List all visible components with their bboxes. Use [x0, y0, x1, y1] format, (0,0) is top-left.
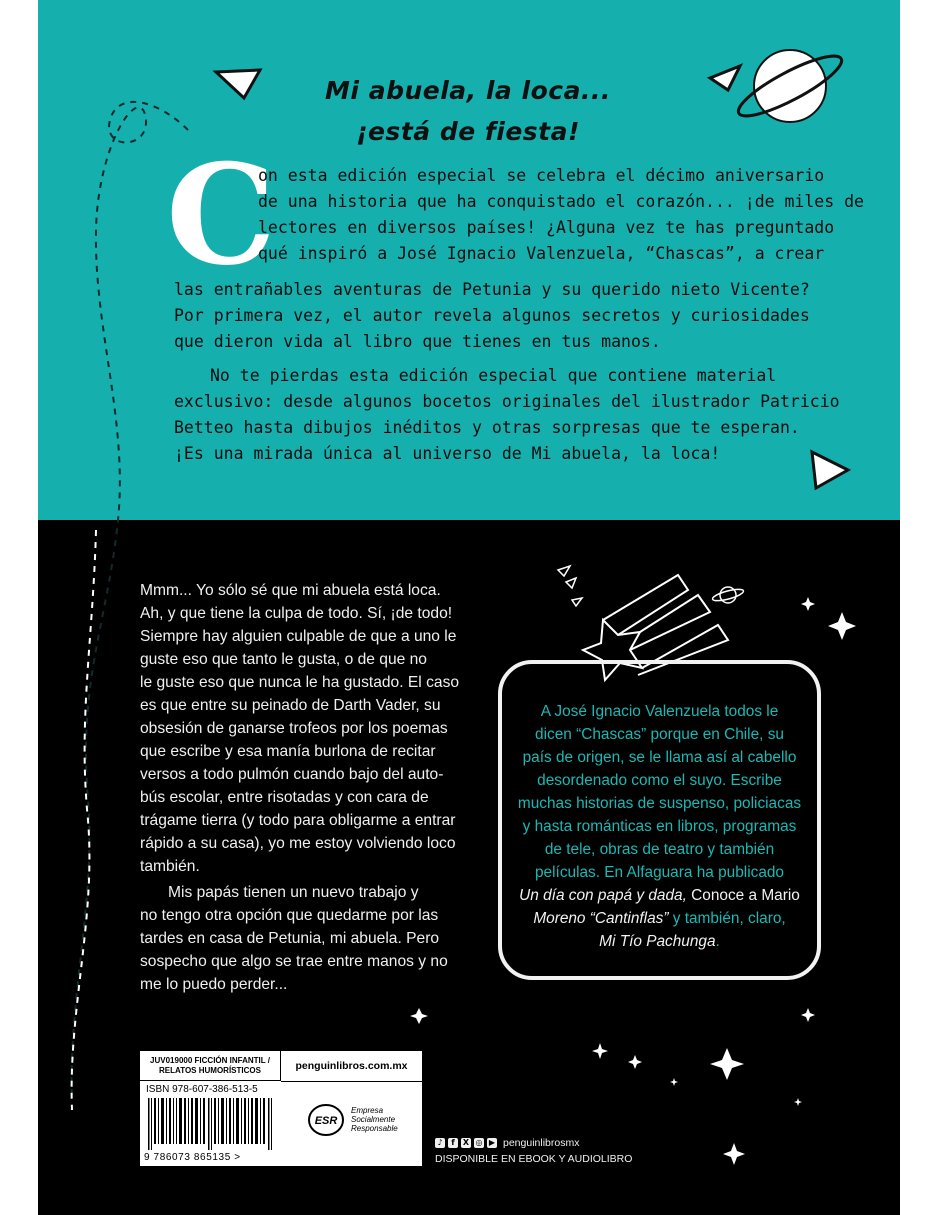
- back-cover: [38, 0, 900, 1215]
- bio-line: muchas historias de suspenso, policiacas: [517, 795, 802, 812]
- torn-paper-edge: [38, 505, 900, 555]
- esr-line: Socialmente: [351, 1115, 396, 1124]
- intro-line: qué inspiró a José Ignacio Valenzuela, “Chascas”, a crear: [258, 244, 825, 263]
- barcode-number: 9 786073 865135 >: [144, 1152, 241, 1163]
- headline-line-1: Mi abuela, la loca...: [325, 76, 611, 105]
- esr-logo-text: ESR: [314, 1115, 338, 1127]
- esr-text: [351, 1106, 398, 1133]
- blurb-line: Ah, y que tiene la culpa de todo. Sí, ¡de todo!: [140, 605, 453, 622]
- blurb-line: me lo puedo perder...: [140, 976, 288, 993]
- blurb-line: Mmm... Yo sólo sé que mi abuela está loca.: [140, 582, 441, 599]
- book-title: Mi Tío Pachunga: [599, 933, 716, 950]
- intro-line: lectores en diversos países! ¿Alguna vez te has preguntado: [258, 218, 835, 237]
- isbn-label: ISBN 978-607-386-513-5: [146, 1084, 258, 1095]
- bio-line: [498, 887, 821, 905]
- esr-line: Empresa: [351, 1106, 384, 1115]
- social-row: [435, 1137, 579, 1149]
- bio-line: A José Ignacio Valenzuela todos le: [540, 703, 779, 720]
- blurb-line: no tengo otra opción que quedarme por las: [140, 907, 439, 924]
- esr-badge: [307, 1097, 417, 1149]
- intro-line: que dieron vida al libro que tienes en tus manos.: [174, 332, 661, 351]
- bio-line: [498, 910, 821, 928]
- blurb-line: versos a todo pulmón cuando bajo del auto-: [140, 766, 444, 783]
- intro-line: las entrañables aventuras de Petunia y su querido nieto Vicente?: [174, 280, 810, 299]
- bio-line: dicen “Chascas” porque en Chile, su: [535, 726, 784, 743]
- headline-line-2: ¡está de fiesta!: [356, 117, 580, 146]
- social-handle[interactable]: penguinlibrosmx: [503, 1137, 580, 1149]
- intro-line: Por primera vez, el autor revela algunos secretos y curiosidades: [174, 306, 810, 325]
- intro-line: de una historia que ha conquistado el corazón... ¡de miles de: [258, 192, 864, 211]
- youtube-icon[interactable]: ▶: [488, 1138, 496, 1147]
- bio-line: [498, 933, 821, 951]
- headline: [288, 70, 648, 152]
- blurb-line: Siempre hay alguien culpable de que a uno le: [140, 628, 457, 645]
- blurb-line: que escribe y esa manía burlona de recitar: [140, 743, 436, 760]
- availability-note: DISPONIBLE EN EBOOK Y AUDIOLIBRO: [435, 1153, 633, 1165]
- bio-text: y también, claro,: [668, 910, 786, 927]
- drop-cap: C: [166, 133, 276, 296]
- intro-line: exclusivo: desde algunos bocetos originales del ilustrador Patricio: [174, 392, 840, 411]
- blurb-line: Mis papás tienen un nuevo trabajo y: [168, 884, 419, 901]
- genre-code: JUV019000 FICCIÓN INFANTIL / RELATOS HUMORÍSTICOS: [140, 1051, 281, 1081]
- instagram-icon[interactable]: ◎: [475, 1138, 483, 1147]
- blurb-line: bús escolar, entre risotadas y con cara de: [140, 789, 429, 806]
- barcode-image: [148, 1098, 273, 1150]
- tiktok-icon[interactable]: ♪: [435, 1138, 445, 1148]
- intro-line: ¡Es una mirada única al universo de Mi abuela, la loca!: [174, 444, 721, 463]
- intro-line: Betteo hasta dibujos inéditos y otras sorpresas que te esperan.: [174, 418, 800, 437]
- blurb-line: sospecho que algo se trae entre manos y no: [140, 953, 448, 970]
- intro-line: on esta edición especial se celebra el décimo aniversario: [258, 166, 825, 185]
- bio-line: de tele, obras de teatro y también: [544, 841, 775, 858]
- blurb-line: le guste eso que nunca le ha gustado. El caso: [140, 674, 460, 691]
- blurb-line: es que entre su peinado de Darth Vader, su: [140, 697, 441, 714]
- blurb-line: guste eso que tanto le gusta, o de que no: [140, 651, 427, 668]
- blurb-line: trágame tierra (y todo para obligarme a entrar: [140, 812, 456, 829]
- esr-logo-icon: [307, 1101, 345, 1139]
- blurb-line: tardes en casa de Petunia, mi abuela. Pero: [140, 930, 440, 947]
- bio-text: .: [715, 933, 720, 950]
- blurb-line: también.: [140, 858, 200, 875]
- blurb-line: obsesión de ganarse trofeos por los poemas: [140, 720, 448, 737]
- esr-line: Responsable: [351, 1124, 398, 1133]
- book-title: Un día con papá y dada,: [519, 887, 687, 904]
- book-title: Moreno “Cantinflas”: [533, 910, 669, 927]
- bio-text: Conoce a Mario: [686, 887, 800, 904]
- intro-line: No te pierdas esta edición especial que contiene material: [210, 366, 777, 385]
- bio-line: películas. En Alfaguara ha publicado: [535, 864, 784, 881]
- bio-line: desordenado como el suyo. Escribe: [537, 772, 782, 789]
- facebook-icon[interactable]: f: [448, 1138, 458, 1148]
- x-icon[interactable]: X: [462, 1138, 470, 1147]
- barcode-panel: [139, 1050, 423, 1167]
- bio-line: y hasta románticas en libros, programas: [522, 818, 797, 835]
- blurb-line: rápido a su casa), yo me estoy volviendo loco: [140, 835, 456, 852]
- bio-line: país de origen, se le llama así al cabello: [522, 749, 797, 766]
- website-link[interactable]: penguinlibros.com.mx: [281, 1051, 422, 1082]
